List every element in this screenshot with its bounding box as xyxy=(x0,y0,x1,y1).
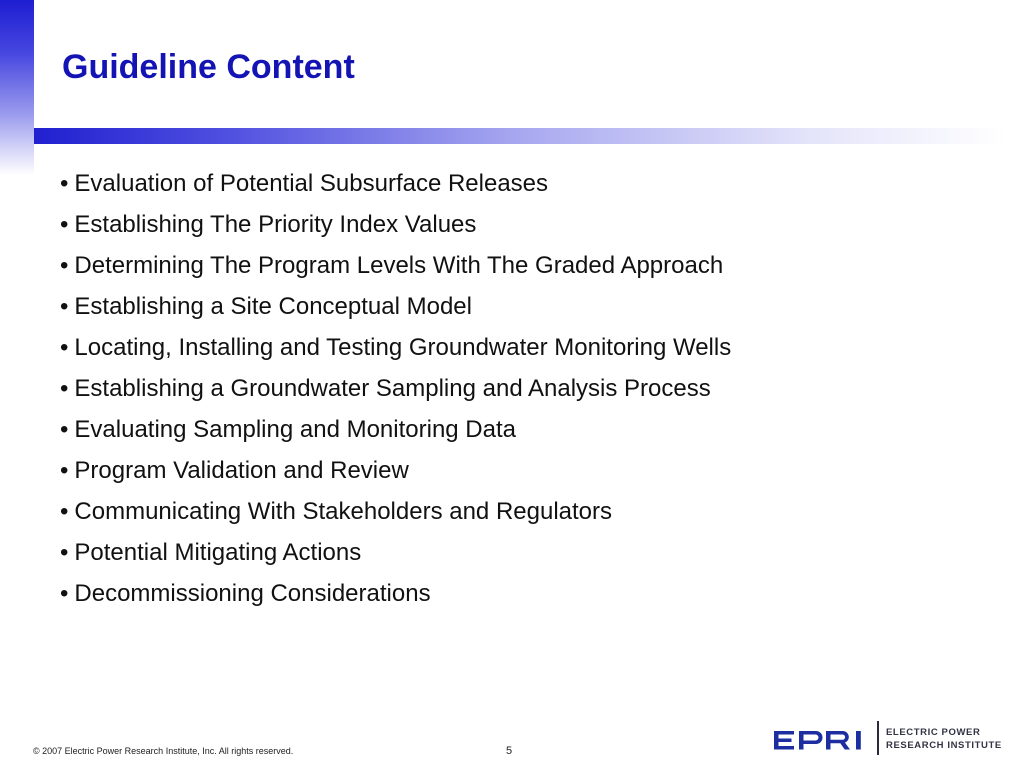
bullet-mark: • xyxy=(60,375,69,402)
bullet-item xyxy=(60,163,731,204)
logo-wordmark xyxy=(886,726,1002,752)
bullet-mark: • xyxy=(60,334,69,361)
bullet-text: Establishing a Site Conceptual Model xyxy=(74,293,472,320)
bullet-list xyxy=(60,163,731,614)
bullet-mark: • xyxy=(60,580,69,607)
bullet-item xyxy=(60,450,731,491)
bullet-item xyxy=(60,327,731,368)
bullet-mark: • xyxy=(60,293,69,320)
logo-divider xyxy=(877,721,879,755)
bullet-item xyxy=(60,204,731,245)
bullet-text: Communicating With Stakeholders and Regulators xyxy=(74,498,613,525)
bullet-text: Evaluation of Potential Subsurface Releases xyxy=(74,170,549,197)
bullet-text: Program Validation and Review xyxy=(74,457,409,484)
bullet-item xyxy=(60,368,731,409)
left-accent-band xyxy=(0,0,34,175)
bullet-mark: • xyxy=(60,252,69,279)
bullet-item xyxy=(60,491,731,532)
bullet-text: Determining The Program Levels With The Graded Approach xyxy=(74,252,724,279)
bullet-text: Locating, Installing and Testing Groundwater Monitoring Wells xyxy=(74,334,732,361)
bullet-item xyxy=(60,573,731,614)
bullet-item xyxy=(60,286,731,327)
page-number: 5 xyxy=(506,745,513,757)
bullet-item xyxy=(60,532,731,573)
page-title: Guideline Content xyxy=(62,48,355,86)
bullet-mark: • xyxy=(60,539,69,566)
bullet-text: Potential Mitigating Actions xyxy=(74,539,362,566)
bullet-text: Establishing The Priority Index Values xyxy=(74,211,477,238)
bullet-text: Evaluating Sampling and Monitoring Data xyxy=(74,416,517,443)
bullet-mark: • xyxy=(60,170,69,197)
bullet-mark: • xyxy=(60,211,69,238)
logo-line-2: RESEARCH INSTITUTE xyxy=(886,740,1002,751)
bullet-mark: • xyxy=(60,416,69,443)
bullet-mark: • xyxy=(60,498,69,525)
footer-copyright: © 2007 Electric Power Research Institute, Inc. All rights reserved. xyxy=(33,746,294,756)
bullet-text: Decommissioning Considerations xyxy=(74,580,431,607)
bullet-item xyxy=(60,245,731,286)
epri-logo xyxy=(774,719,1002,757)
bullet-text: Establishing a Groundwater Sampling and Analysis Process xyxy=(74,375,711,402)
title-gradient-rule xyxy=(34,128,1006,144)
epri-logo-icon xyxy=(774,729,870,751)
bullet-item xyxy=(60,409,731,450)
logo-line-1: ELECTRIC POWER xyxy=(886,727,981,738)
bullet-mark: • xyxy=(60,457,69,484)
